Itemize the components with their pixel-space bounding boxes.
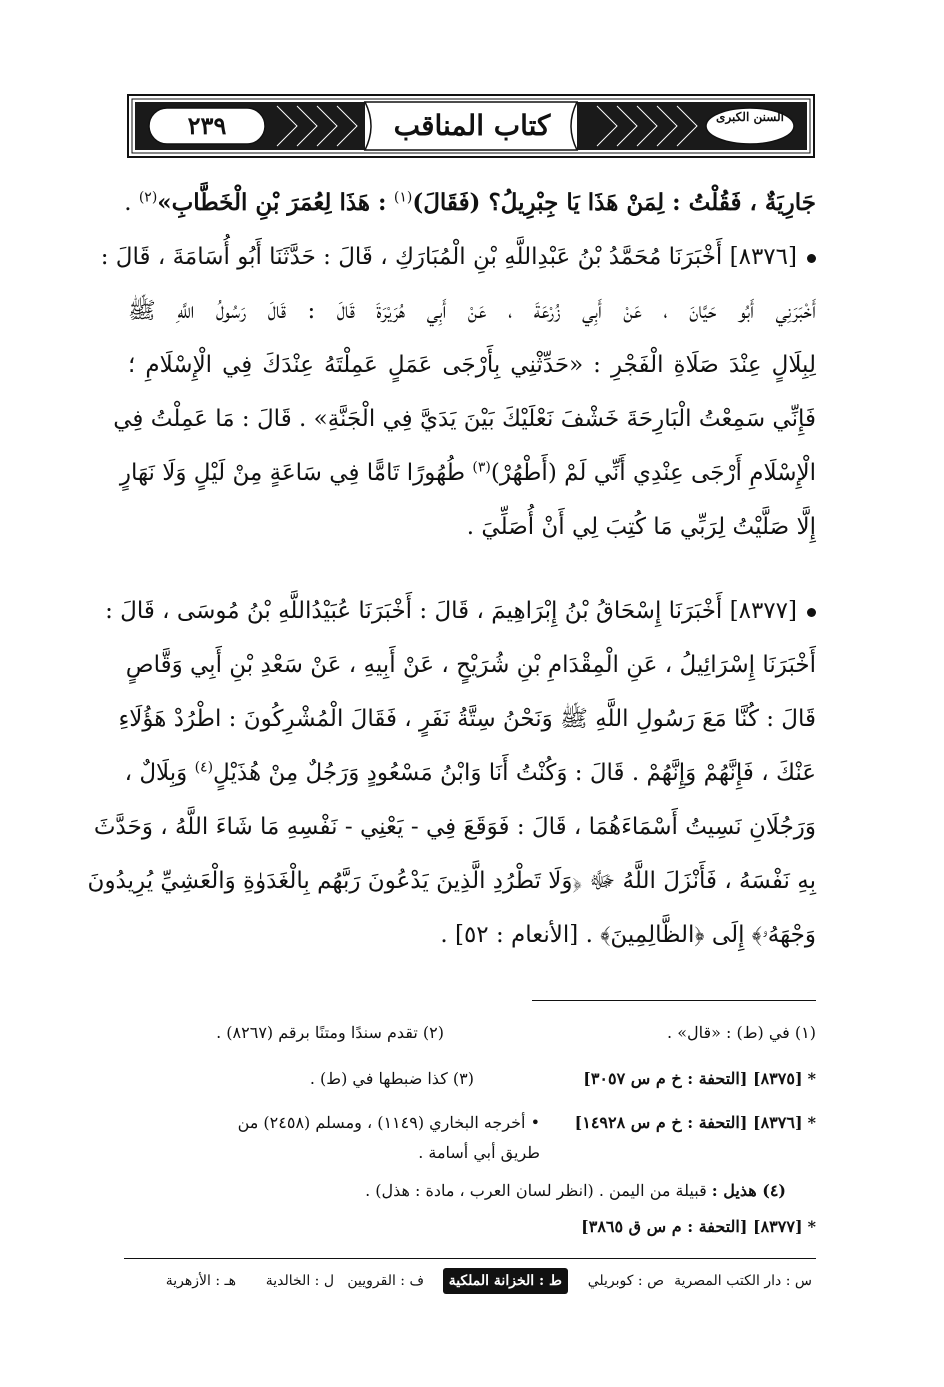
tuhfa-text: [٨٣٧٦] [التحفة : خ م س ١٤٩٢٨]	[574, 1113, 803, 1132]
text-segment: الْإِسْلَامِ أَرْجَى عِنْدِي أَنِّي لَمْ (أَطْهُرْ)	[490, 460, 816, 486]
tuhfa-text: [٨٣٧٥] [التحفة : خ م س ٣٠٥٧]	[583, 1069, 803, 1088]
footnote: (١) في (ط) : «قال» .	[667, 1023, 816, 1042]
manuscript-legend	[124, 1268, 816, 1294]
footnote-ref: (١)	[393, 189, 413, 206]
legend-item: هـ : الأزهرية	[165, 1273, 236, 1289]
legend-item: س : دار الكتب المصرية	[674, 1273, 812, 1289]
text-segment: وَبِلَالٌ ،	[124, 760, 195, 786]
footnote-separator	[532, 1000, 816, 1001]
footnote-ref: (٤)	[194, 759, 214, 776]
tuhfa-reference	[583, 1066, 816, 1092]
footnote: • أخرجه البخاري (١١٤٩) ، ومسلم (٢٤٥٨) من	[237, 1113, 540, 1132]
footnote	[365, 1178, 786, 1204]
text-line: وَرَجُلَانِ نَسِيتُ أَسْمَاءَهُمَا ، قَالَ : فَوَقَعَ فِي - يَعْنِي - نَفْسِهِ مَا شَاءَ اللَّهُ ، وَحَدَّثَ	[93, 814, 816, 840]
footnote-label: (٤) هذيل :	[711, 1181, 786, 1200]
star-icon: *	[807, 1217, 816, 1236]
series-logo: السنن الكبرى	[716, 110, 784, 124]
text-line: فَإِنِّي سَمِعْتُ الْبَارِحَةَ خَشْفَ نَعْلَيْكَ بَيْنَ يَدَيَّ فِي الْجَنَّةِ» . قَالَ : مَا عَمِلْتُ فِي	[113, 406, 816, 432]
text-line: وَجْهَهُۥ﴾ إِلَى ﴿الظَّالِمِينَ﴾ . [الأنعام : ٥٢] .	[440, 922, 816, 948]
tuhfa-reference	[581, 1214, 816, 1240]
text-line: إِلَّا صَلَّيْتُ لِرَبِّي مَا كُتِبَ لِي أَنْ أُصَلِّيَ .	[466, 514, 816, 540]
tuhfa-reference	[575, 1110, 816, 1136]
legend-item: ل : الخالدية	[265, 1273, 334, 1289]
legend-item: ف : القرويين	[347, 1273, 424, 1289]
text-segment: : هَذَا لِعُمَرَ بْنِ الْخَطَّابِ»	[157, 189, 387, 216]
text-line: لِبِلَالٍ عِنْدَ صَلَاةِ الْفَجْرِ : «حَدِّثْنِي بِأَرْجَى عَمَلٍ عَمِلْتَهُ عِنْدَكَ فِي الْإِسْلَامِ ؛	[128, 352, 816, 378]
star-icon: *	[807, 1069, 816, 1088]
footnote: طريق أبي أسامة .	[418, 1143, 540, 1162]
text-line: أَخْبَرَنَا إِسْرَائِيلُ ، عَنِ الْمِقْدَامِ بْنِ شُرَيْحٍ ، عَنْ أَبِيهِ ، عَنْ سَعْدِ بْنِ أَبِي وَقَّاصٍ	[125, 652, 816, 678]
star-icon: *	[807, 1113, 816, 1132]
footnote-ref: (٢)	[138, 189, 158, 206]
book-title: كتاب المناقب	[393, 109, 551, 142]
text-line: قَالَ : كُنَّا مَعَ رَسُولِ اللَّهِ ﷺ وَنَحْنُ سِتَّةُ نَفَرٍ ، فَقَالَ الْمُشْرِكُونَ : اطْرُدْ هَؤُلَاءِ	[118, 706, 816, 732]
text-line	[124, 746, 816, 800]
text-line: بِهِ نَفْسَهُ ، فَأَنْزَلَ اللَّهُ ﷻ ﴿وَلَا تَطْرُدِ الَّذِينَ يَدْعُونَ رَبَّهُم بِالْغَدَوٰةِ وَالْعَشِيِّ يُرِيدُونَ	[87, 868, 816, 894]
text-segment: جَارِيَةٌ ، فَقُلْتُ : لِمَنْ هَذَا يَا جِبْرِيلُ؟ (فَقَالَ)	[412, 189, 816, 216]
footnote-ref: (٣)	[472, 459, 491, 476]
bullet-icon	[807, 254, 816, 263]
text-line	[105, 584, 816, 638]
text-segment: طُهُورًا تَامًّا فِي سَاعَةٍ مِنْ لَيْلٍ وَلَا نَهَارٍ	[119, 460, 473, 486]
footnote: (٣) كذا ضبطها في (ط) .	[309, 1069, 474, 1088]
page-number: ٢٣٩	[187, 111, 227, 140]
text-segment: .	[124, 190, 139, 216]
main-text	[87, 176, 816, 962]
text-segment: عَنْكَ ، فَإِنَّهُمْ وَإِنَّهُمْ . قَالَ : وَكُنْتُ أَنَا وَابْنُ مَسْعُودٍ وَرَجُلٌ مِنْ هُذَيْلٍ	[213, 760, 816, 786]
text-line	[124, 176, 816, 230]
footnote-text: قبيلة من اليمن . (انظر لسان العرب ، مادة : هذل) .	[365, 1181, 712, 1200]
text-line	[100, 230, 816, 284]
text-line	[119, 446, 816, 500]
text-line: أَخْبَرَنِي أَبُو حَيَّانَ ، عَنْ أَبِي زُرْعَةَ ، عَنْ أَبِي هُرَيْرَةَ قَالَ : قَالَ رَسُولُ اللَّهِ ﷺ	[128, 298, 816, 324]
bullet-icon	[807, 608, 816, 617]
legend-item-highlighted: ط : الخزانة الملكية	[443, 1268, 568, 1294]
page-header	[127, 94, 815, 158]
text-segment: [٨٣٧٧] أَخْبَرَنَا إِسْحَاقُ بْنُ إِبْرَاهِيمَ ، قَالَ : أَخْبَرَنَا عُبَيْدُاللَّهِ بْنُ مُوسَى ، قَالَ :	[105, 598, 797, 624]
footnote: (٢) تقدم سندًا ومتنًا برقم (٨٢٦٧) .	[216, 1023, 444, 1042]
legend-item: ص : كوبريلي	[587, 1273, 664, 1289]
text-segment: [٨٣٧٦] أَخْبَرَنَا مُحَمَّدُ بْنُ عَبْدِاللَّهِ بْنِ الْمُبَارَكِ ، قَالَ : حَدَّثَنَا أَبُو أُسَامَةَ ، قَالَ :	[100, 244, 797, 270]
bottom-rule	[124, 1258, 816, 1259]
tuhfa-text: [٨٣٧٧] [التحفة : م س ق ٣٨٦٥]	[581, 1217, 803, 1236]
